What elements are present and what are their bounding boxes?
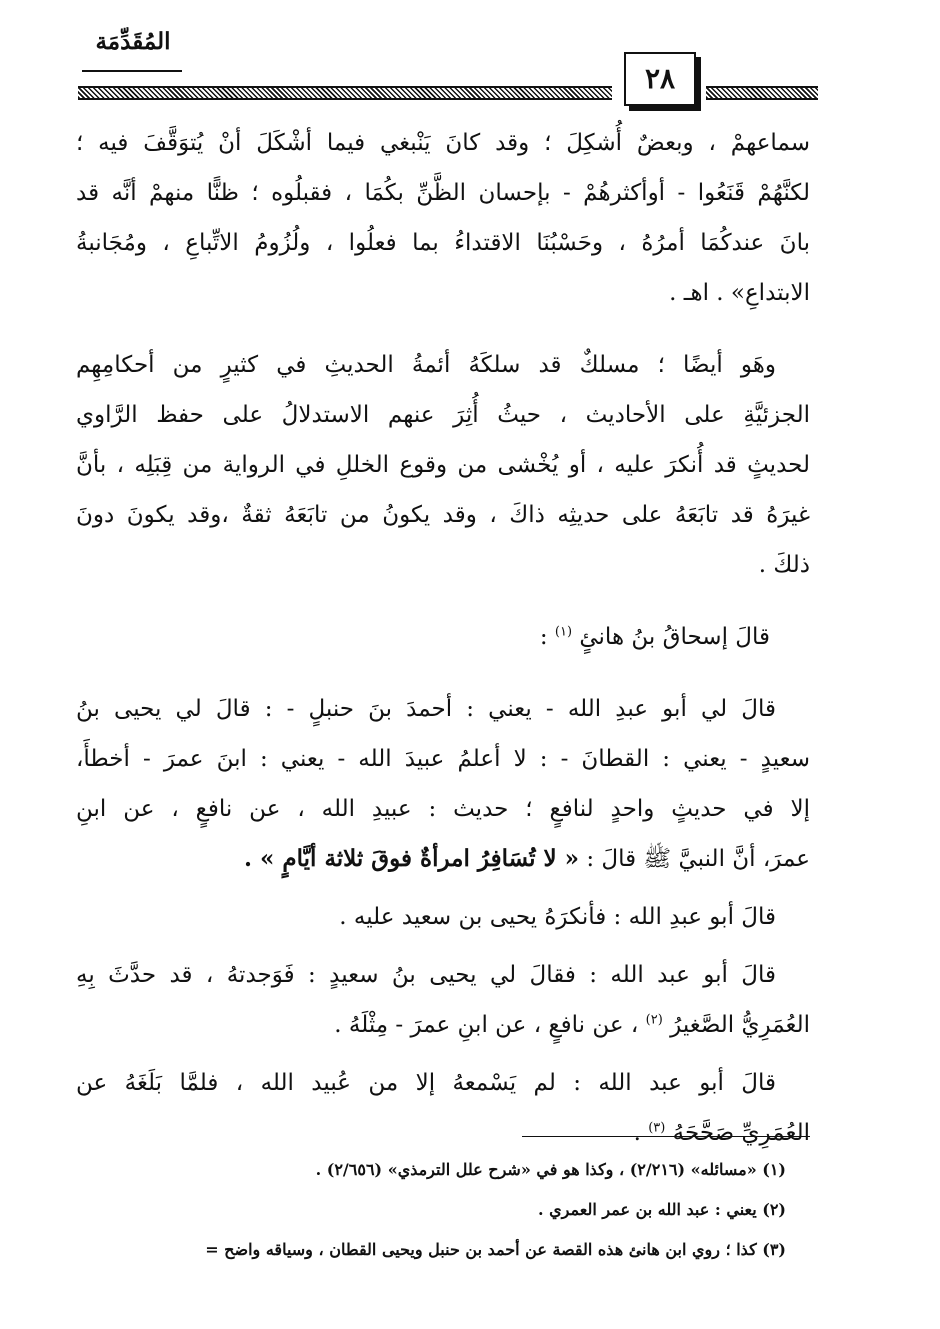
text-line: قالَ أبو عبد الله : لم يَسْمعهُ إلا من عُبيد الله ، فلمَّا بَلَغَهُ عن [76,1070,776,1096]
hadith-intro: عمرَ، أنَّ النبيَّ ﷺ قالَ : [586,846,810,872]
page-number: ٢٨ [624,52,696,106]
text-line: لكنَّهُمْ قَنَعُوا - أوأكثرهُمْ - بإحسان الظَّنِّ بكُمَا ، فقبلُوه ؛ ظنًّا منهمْ أنَّه قد [76,180,810,206]
footnote-ref-3: (٣) [648,1120,666,1136]
text-line: غيرَهُ قد تابَعَهُ على حديثِه ذاكَ ، وقد يكونُ من تابَعَهُ ثقةٌ ،وقد يكونَ دونَ [76,502,810,528]
hadith-quote: « لا تُسَافِرُ امرأةٌ فوقَ ثلاثة أيَّامٍ » . [244,845,580,872]
closing-text: العُمَرِيِّ صَحَّحَهُ [672,1120,810,1146]
running-title: المُقَدِّمَة [95,28,171,55]
text-line: قالَ أبو عبدِ الله : فأنكرَهُ يحيى بن سعيد عليه . [339,904,776,930]
text-line: الابتداعِ» . اهـ . [669,280,810,306]
colon: : [539,624,548,650]
text-line: قالَ أبو عبد الله : فقالَ لي يحيى بنُ سعيدٍ : فَوَجدتهُ ، قد حدَّثَ بِهِ [76,962,776,988]
text-line: ذلكَ . [758,552,810,578]
period: . [633,1120,641,1146]
text-line: بانَ عندكُمَا أمرُهُ ، وحَسْبُنَا الاقتداءُ بما فعلُوا ، ولُزُومُ الاتِّباعِ ، ومُجَانبةُ [76,230,810,256]
page-header [0,0,940,110]
running-title-underline [82,70,182,72]
chain-text: ، عن نافعٍ ، عن ابنِ عمرَ - مِثْلَهُ . [334,1012,639,1038]
text-line: لحديثٍ قد أُنكرَ عليه ، أو يُخْشى من وقوع الخللِ في الرواية من قِبَلِه ، بأنَّ [76,452,810,478]
footnote-separator [522,1136,810,1137]
header-rule-left [78,86,612,100]
footnote-ref-1: (١) [554,624,573,640]
footnote: (١) «مسائله» (٢/٢١٦) ، وكذا هو في «شرح علل الترمذي» (٢/٦٥٦) . [315,1160,786,1179]
text-line: إلا في حديثٍ واحدٍ لنافعٍ ؛ حديث : عبيدِ الله ، عن نافعٍ ، عن ابنِ [76,796,810,822]
text-line: قالَ لي أبو عبدِ الله - يعني : أحمدَ بنَ حنبلٍ - : قالَ لي يحيى بنُ [76,696,776,722]
footnotes [60,1150,786,1270]
text-line [76,834,810,884]
text-line [76,1000,810,1050]
text-line: سعيدٍ - يعني : القطانَ - : لا أعلمُ عبيدَ الله - يعني : ابنَ عمرَ - أخطأَ، [76,746,810,772]
footnote: (٢) يعني : عبد الله بن عمر العمري . [538,1200,786,1219]
footnote: (٣) كذا ؛ روي ابن هانئ هذه القصة عن أحمد بن حنبل ويحيى القطان ، وسياقه واضح = [205,1240,786,1259]
narrator-name: العُمَرِيُّ الصَّغيرُ [670,1012,810,1038]
text-line: وهَو أيضًا ؛ مسلكٌ قد سلكَهُ أئمةُ الحديثِ في كثيرٍ من أحكامِهِم [76,352,776,378]
text-line [76,612,810,662]
footnote-ref-2: (٢) [645,1012,663,1028]
narrator-intro: قالَ إسحاقُ بنُ هانئٍ [579,624,770,650]
main-text [76,118,810,1158]
text-line: سماعهمْ ، وبعضٌ أُشكِلَ ؛ وقد كانَ يَنْبغي فيما أشْكَلَ أنْ يُتوَقَّفَ فيه ؛ [76,130,810,156]
header-rule-right [706,86,818,100]
text-line: الجزئيَّةِ على الأحاديث ، حيثُ أُثِرَ عنهم الاستدلالُ على حفظ الرَّاوي [76,402,810,428]
